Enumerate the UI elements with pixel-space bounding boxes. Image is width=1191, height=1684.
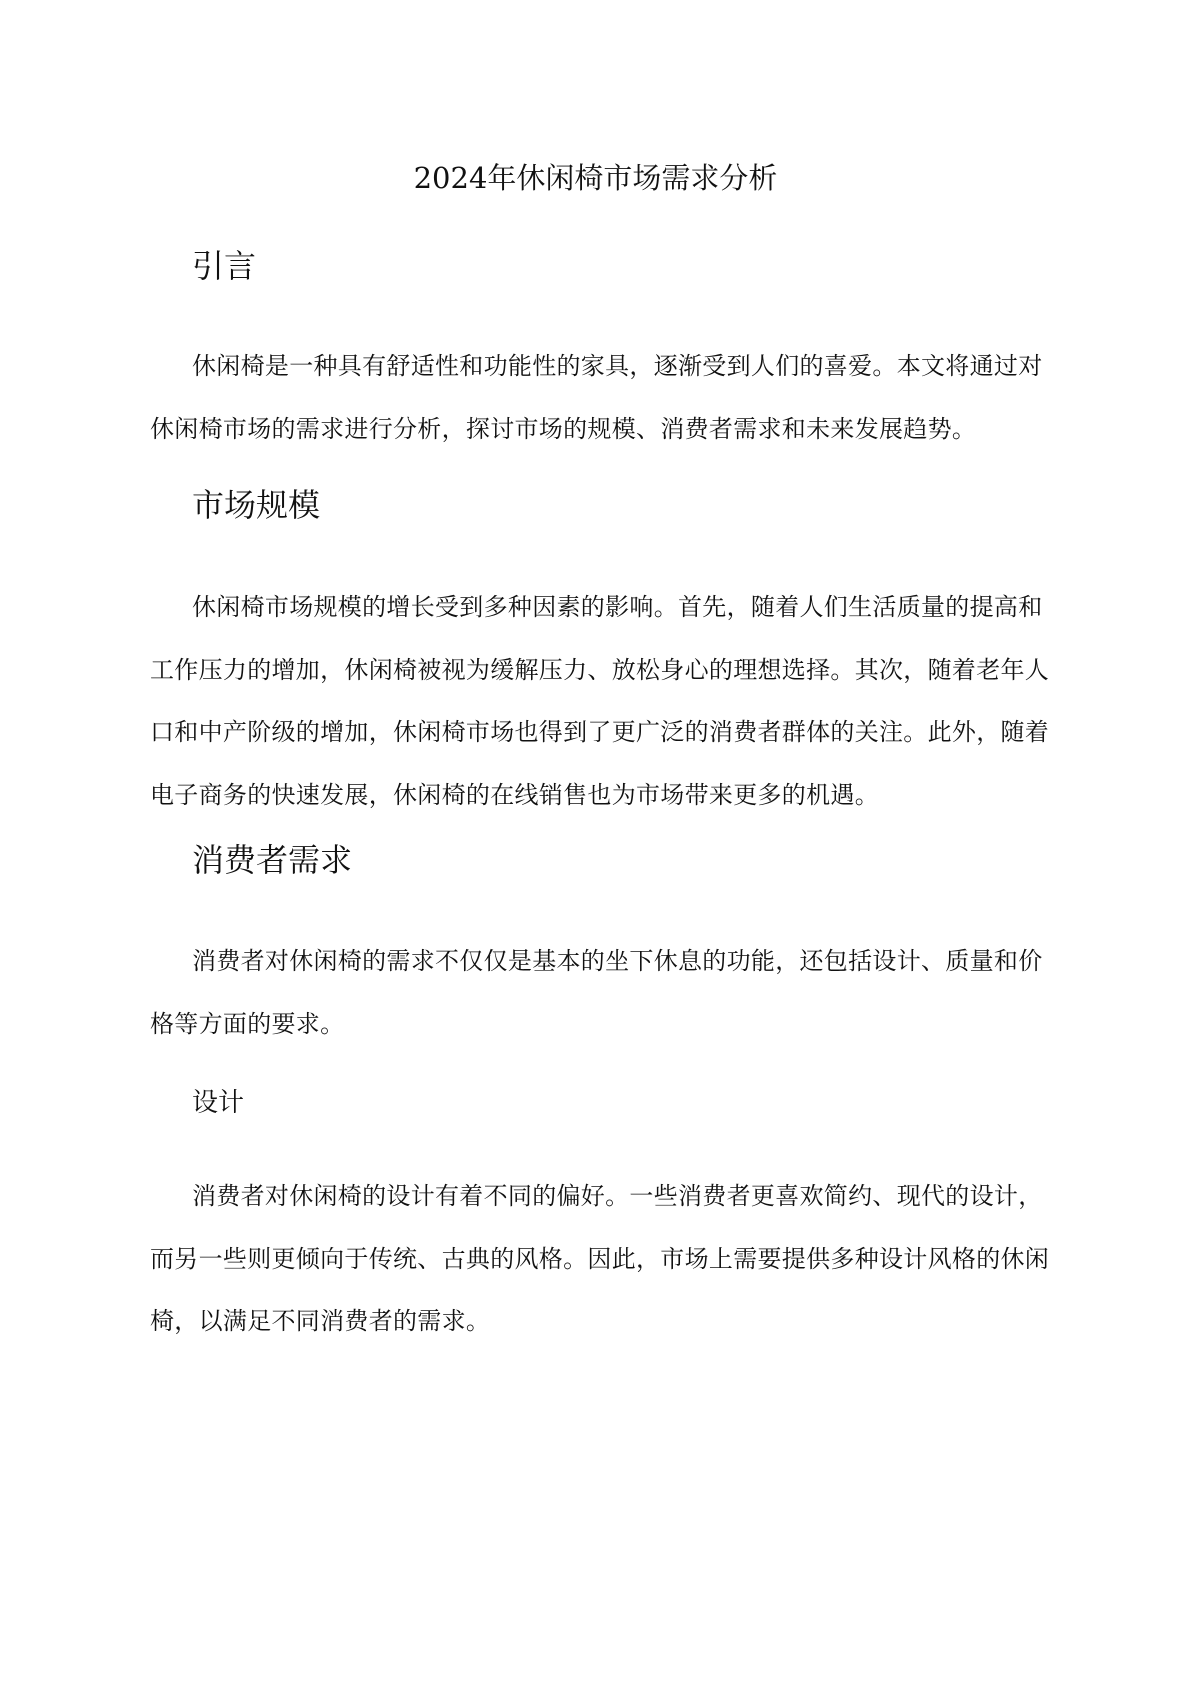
section-heading-introduction: 引言 — [192, 247, 257, 285]
section-heading-design: 设计 — [192, 1088, 245, 1118]
section-heading-market-size: 市场规模 — [192, 486, 321, 524]
section-heading-consumer-demand: 消费者需求 — [192, 841, 353, 879]
paragraph-consumer-demand: 消费者对休闲椅的需求不仅仅是基本的坐下休息的功能，还包括设计、质量和价格等方面的要求。 — [150, 947, 1043, 1038]
paragraph-design: 消费者对休闲椅的设计有着不同的偏好。一些消费者更喜欢简约、现代的设计，而另一些则更倾向于传统、古典的风格。因此，市场上需要提供多种设计风格的休闲椅，以满足不同消费者的需求。 — [150, 1182, 1050, 1335]
document-title: 2024年休闲椅市场需求分析 — [413, 161, 778, 195]
paragraph-market-size: 休闲椅市场规模的增长受到多种因素的影响。首先，随着人们生活质量的提高和工作压力的增加，休闲椅被视为缓解压力、放松身心的理想选择。其次，随着老年人口和中产阶级的增加，休闲椅市场也得到了更广泛的消费者群体的关注。此外，随着电子商务的快速发展，休闲椅的在线销售也为市场带来更多的机遇。 — [150, 593, 1050, 809]
paragraph-introduction: 休闲椅是一种具有舒适性和功能性的家具，逐渐受到人们的喜爱。本文将通过对休闲椅市场的需求进行分析，探讨市场的规模、消费者需求和未来发展趋势。 — [150, 352, 1043, 443]
